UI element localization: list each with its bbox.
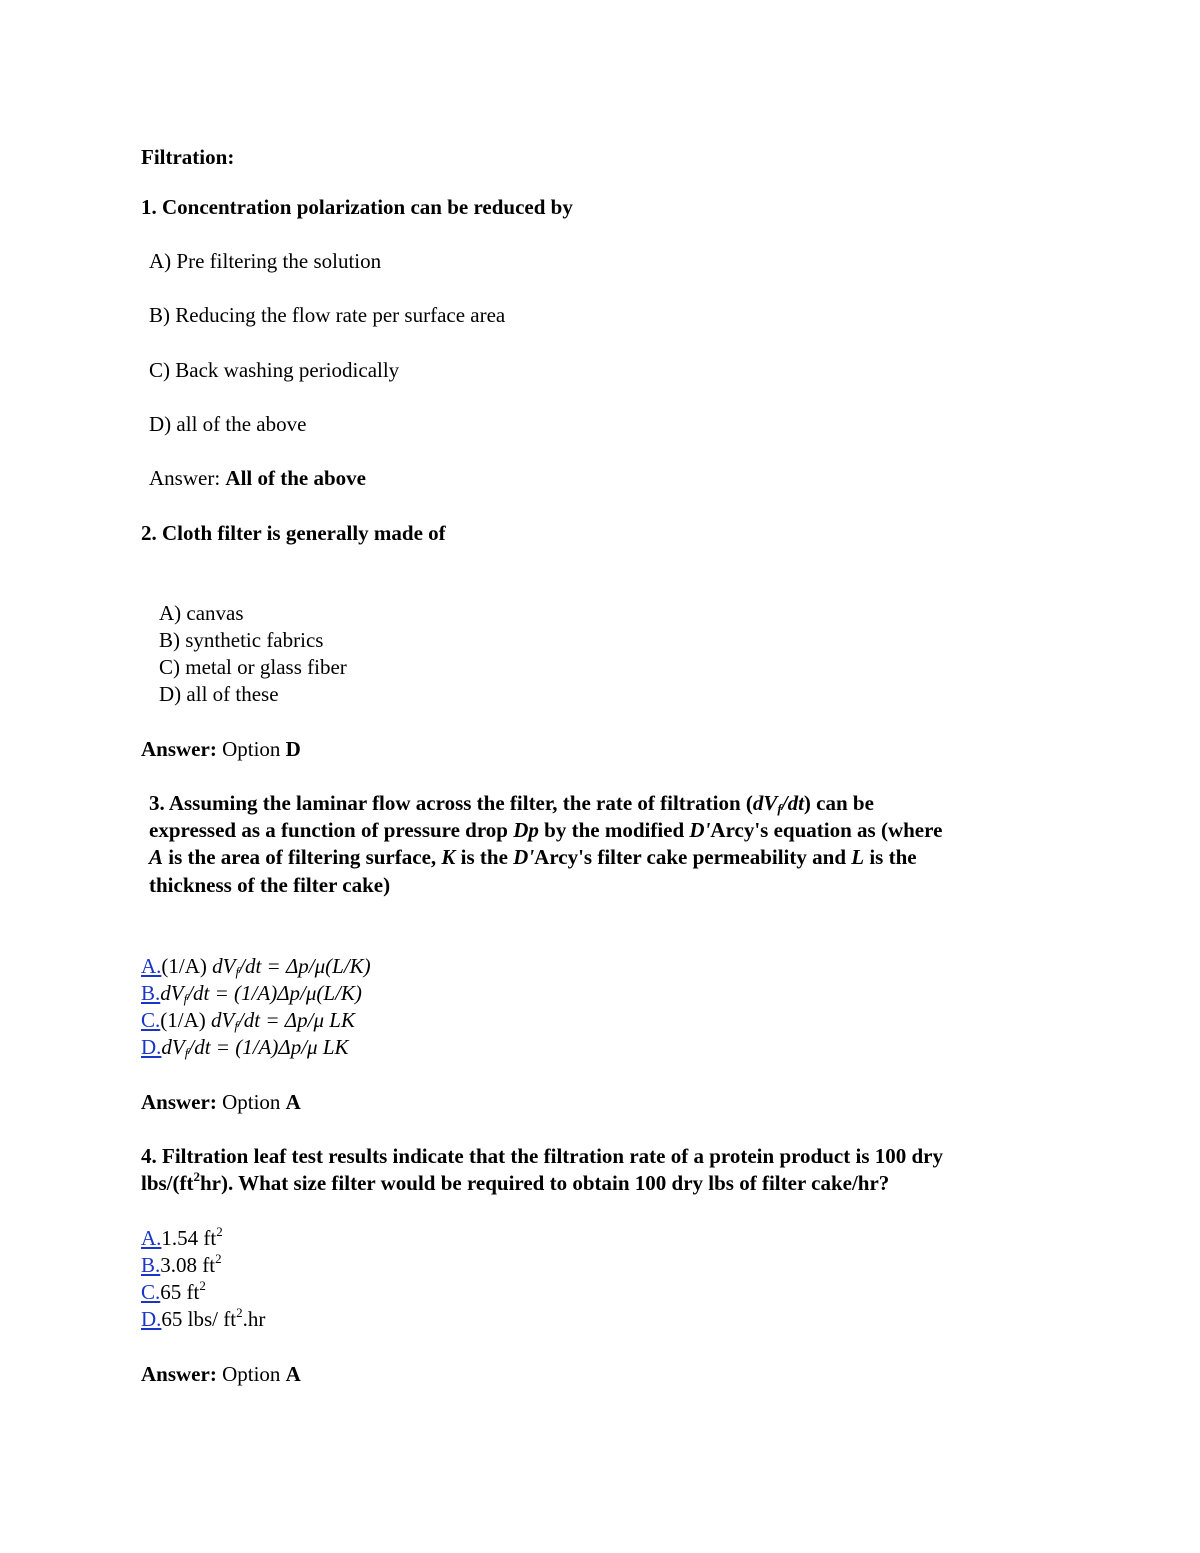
q1-answer-value: All of the above [225, 466, 366, 490]
q4-option-b: B.3.08 $ft^2$ [141, 1251, 222, 1277]
q4-option-d: D.65 lbs/ $ft^2.hr$ [141, 1305, 266, 1331]
q2-option-a: A) canvas [159, 601, 244, 625]
question-1-number: 1. [141, 195, 157, 219]
q3-option-d: $D.dV_f/dt = (1/A)\Delta p/\mu$ LK [141, 1035, 349, 1060]
q4-option-b-link[interactable]: B. [141, 1253, 161, 1277]
q3-option-a-link[interactable]: A. [141, 954, 162, 978]
q2-option-d: D) all of these [159, 682, 279, 706]
q2-answer-letter: D [285, 737, 301, 761]
q3-answer-text: Option [222, 1090, 281, 1114]
q3-option-c: C.(1/A) $dV_f/dt = \Delta p/\mu$ LK [141, 1008, 355, 1033]
q1-option-d: D) all of the above [149, 412, 307, 436]
q3-answer-label: Answer: [141, 1090, 217, 1114]
q4-option-a: A.1.54 $ft^2$ [141, 1224, 223, 1250]
q2-answer-text: Option [222, 737, 281, 761]
q3-option-c-link[interactable]: C. [141, 1008, 161, 1032]
question-3-line-2: expressed as a function of pressure drop Dp by the modified D'Arcy's equation as (where [149, 818, 943, 842]
q3-answer [141, 1089, 301, 1115]
question-3-line-1: 3. Assuming the laminar flow across the filter, the rate of filtration $(dV_f/dt)$ can be [149, 791, 874, 816]
q4-answer-text: Option [222, 1362, 281, 1386]
q4-option-c-link[interactable]: C. [141, 1280, 161, 1304]
q2-option-c: C) metal or glass fiber [159, 655, 347, 679]
question-2: 2. Cloth filter is generally made of [141, 521, 446, 545]
q3-option-a: A.(1/A) $dV_f/dt = \Delta p/\mu(L/K)$ [141, 954, 371, 979]
q4-answer-label: Answer: [141, 1362, 217, 1386]
question-4-line-1: 4. Filtration leaf test results indicate that the filtration rate of a protein product is 100 dry [141, 1144, 943, 1168]
q4-answer [141, 1361, 301, 1387]
q3-option-b: $B.dV_f/dt = (1/A)\Delta p/\mu(L/K)$ [141, 981, 362, 1006]
question-1-text: Concentration polarization can be reduced by [162, 195, 573, 219]
q4-option-a-link[interactable]: A. [141, 1226, 162, 1250]
q1-option-a: A) Pre filtering the solution [149, 249, 382, 273]
q1-option-b: B) Reducing the flow rate per surface area [149, 303, 506, 327]
question-3-line-4: thickness of the filter cake) [149, 873, 391, 897]
q4-option-d-link[interactable]: D. [141, 1307, 162, 1331]
q1-option-c: C) Back washing periodically [149, 358, 400, 382]
question-3-line-3: A is the area of filtering surface, K is the D'Arcy's filter cake permeability and L is the [149, 845, 917, 869]
q2-option-b: B) synthetic fabrics [159, 628, 324, 652]
q4-option-c: C.65 $ft^2$ [141, 1278, 206, 1304]
q3-option-b-link[interactable]: B. [141, 981, 161, 1005]
q2-answer-label: Answer: [141, 737, 217, 761]
section-title: Filtration: [141, 145, 235, 169]
q1-answer [149, 465, 366, 491]
q3-answer-letter: A [285, 1090, 301, 1114]
question-1 [141, 194, 573, 220]
question-4-line-2: lbs/$(ft^2hr)$. What size filter would be required to obtain 100 dry lbs of filter cake/hr? [141, 1169, 890, 1195]
q3-option-d-link[interactable]: D. [141, 1035, 162, 1059]
q4-answer-letter: A [285, 1362, 301, 1386]
q2-answer [141, 736, 301, 762]
q1-answer-label: Answer: [149, 466, 221, 490]
